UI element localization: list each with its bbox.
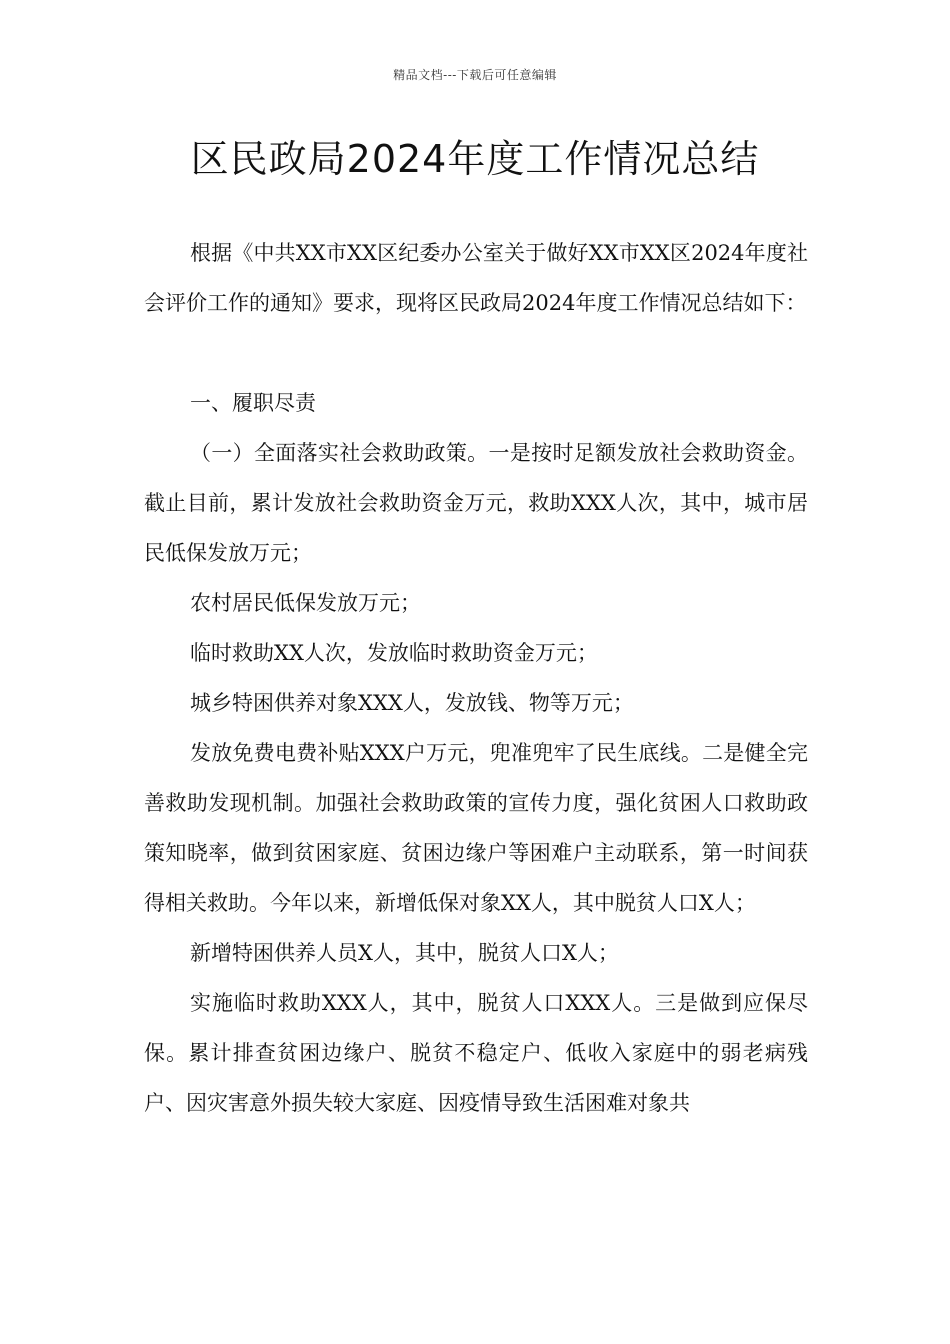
document-title: 区民政局2024年度工作情况总结 — [190, 137, 760, 181]
body-paragraph: （一）全面落实社会救助政策。一是按时足额发放社会救助资金。截止目前，累计发放社会救助资金万元，救助XXX人次，其中，城市居民低保发放万元； — [144, 441, 808, 565]
body-paragraph: 农村居民低保发放万元； — [190, 591, 421, 615]
body-paragraph: 新增特困供养人员X人，其中，脱贫人口X人； — [190, 941, 619, 965]
page-header: 精品文档---下载后可任意编辑 — [393, 68, 557, 82]
body-paragraph: 发放免费电费补贴XXX户万元，兜准兜牢了民生底线。二是健全完善救助发现机制。加强社会救助政策的宣传力度，强化贫困人口救助政策知晓率，做到贫困家庭、贫困边缘户等困难户主动联系，第一时间获得相关救助。今年以来，新增低保对象XX人，其中脱贫人口X人； — [144, 741, 808, 915]
intro-paragraph: 根据《中共XX市XX区纪委办公室关于做好XX市XX区2024年度社会评价工作的通知》要求，现将区民政局2024年度工作情况总结如下： — [144, 241, 808, 315]
body-paragraph: 临时救助XX人次，发放临时救助资金万元； — [190, 641, 598, 665]
section-heading: 一、履职尽责 — [190, 391, 316, 415]
document-body — [144, 228, 808, 1128]
body-paragraph: 城乡特困供养对象XXX人，发放钱、物等万元； — [190, 691, 634, 715]
body-paragraph: 实施临时救助XXX人，其中，脱贫人口XXX人。三是做到应保尽保。累计排查贫困边缘户、脱贫不稳定户、低收入家庭中的弱老病残户、因灾害意外损失较大家庭、因疫情导致生活困难对象共 — [144, 991, 808, 1115]
